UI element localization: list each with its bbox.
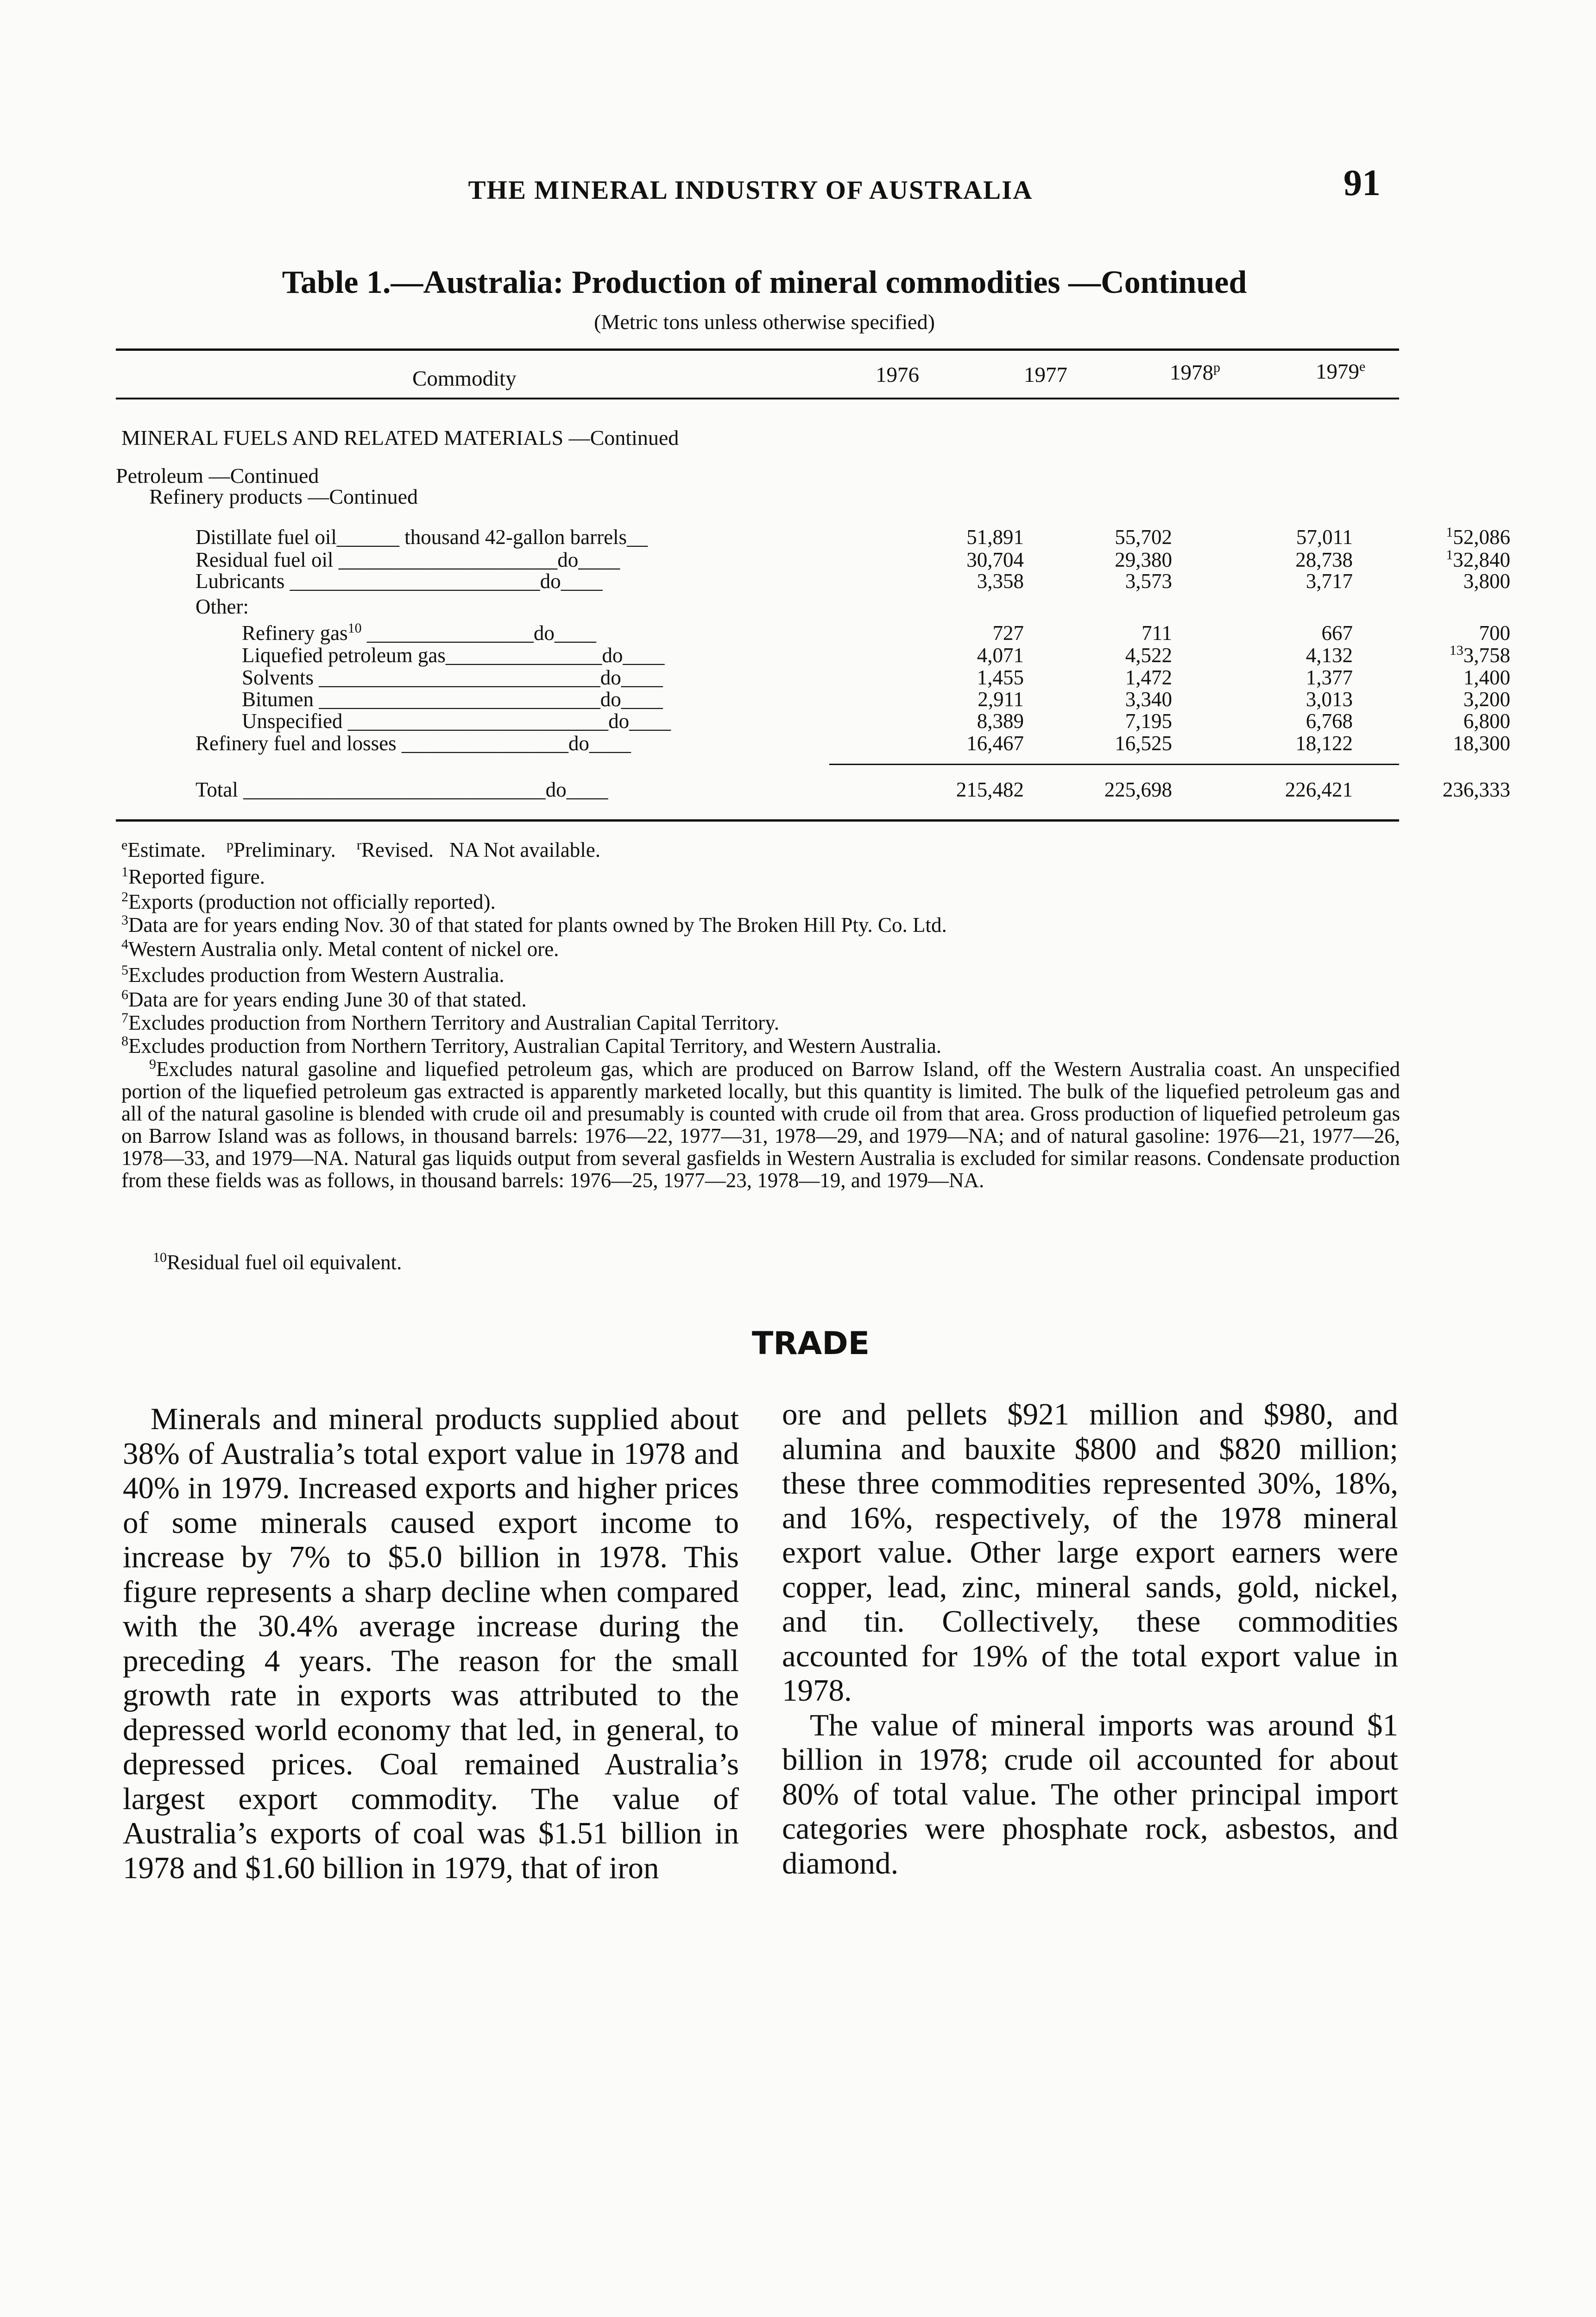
cell-1978: 667: [1321, 621, 1353, 645]
cell-1978: 1,377: [1306, 666, 1353, 689]
table-row: [116, 687, 1510, 711]
cell-1976: 4,071: [977, 644, 1024, 667]
cell-1979: 236,333: [1442, 778, 1510, 801]
row-label: Total _____________________________do____: [196, 778, 608, 801]
table-row: [116, 569, 1510, 593]
cell-1978: 6,768: [1306, 709, 1353, 733]
row-label: Unspecified _________________________do____: [242, 709, 671, 733]
footnote: $^5$Excludes production from Western Australia.: [121, 962, 505, 987]
table-row: [116, 620, 1510, 645]
table-row-total: [116, 778, 1510, 802]
subsection-heading: Petroleum —Continued: [116, 464, 319, 487]
table-row: [116, 731, 1510, 755]
row-label: Refinery gas$^{10}$ ________________do____: [242, 620, 596, 645]
cell-1979: $^1$52,086: [1446, 525, 1510, 549]
cell-1979: $^1$32,840: [1446, 547, 1510, 571]
cell-1979: 3,200: [1463, 688, 1510, 711]
cell-1976: 3,358: [977, 570, 1024, 593]
cell-1978: 18,122: [1295, 732, 1353, 755]
cell-1977: 7,195: [1125, 709, 1172, 733]
footnote: $^4$Western Australia only. Metal content of nickel ore.: [121, 937, 559, 961]
page-number: 91: [1344, 163, 1381, 203]
row-label: Distillate fuel oil______ thousand 42-gallon barrels__: [196, 525, 648, 549]
body-column-left: [123, 1402, 739, 1885]
row-label: Refinery fuel and losses ________________do____: [196, 732, 631, 755]
total-rule: [829, 764, 1399, 765]
table-row: [116, 643, 1510, 667]
cell-1977: 4,522: [1125, 644, 1172, 667]
cell-1976: 1,455: [977, 666, 1024, 689]
subsubsection-heading: Refinery products —Continued: [149, 485, 418, 508]
cell-1979: 18,300: [1453, 732, 1510, 755]
running-title: THE MINERAL INDUSTRY OF AUSTRALIA: [468, 176, 1033, 205]
table-row: [116, 665, 1510, 690]
row-label: Liquefied petroleum gas_______________do____: [242, 644, 665, 667]
cell-1978: 4,132: [1306, 644, 1353, 667]
table-row: [116, 547, 1510, 572]
cell-1978: 3,013: [1306, 688, 1353, 711]
cell-1978: 57,011: [1296, 525, 1353, 549]
cell-1978: 226,421: [1285, 778, 1353, 801]
cell-1977: 711: [1142, 621, 1172, 645]
row-label: Lubricants ________________________do____: [196, 570, 603, 593]
table-title: Table 1.—Australia: Production of mineral commodities —Continued: [282, 265, 1247, 300]
body-column-right: [782, 1397, 1398, 1880]
row-label: Residual fuel oil _____________________do____: [196, 548, 620, 571]
cell-1977: 16,525: [1115, 732, 1172, 755]
footnote: $^7$Excludes production from Northern Territory and Australian Capital Territory.: [121, 1010, 779, 1034]
table-row: [116, 525, 1510, 549]
cell-1977: 29,380: [1115, 548, 1172, 571]
cell-1976: 30,704: [966, 548, 1024, 571]
table-bottom-rule: [116, 819, 1399, 822]
column-header-1978: 1978$^p$: [1170, 360, 1220, 385]
footnote: $^{10}$Residual fuel oil equivalent.: [153, 1250, 402, 1274]
cell-1977: 1,472: [1125, 666, 1172, 689]
footnote: $^8$Excludes production from Northern Territory, Australian Capital Territory, and Western Australia.: [121, 1033, 942, 1057]
cell-1976: 16,467: [966, 732, 1024, 755]
column-header-1979: 1979e: [1316, 359, 1366, 384]
cell-1976: 8,389: [977, 709, 1024, 733]
paragraph: The value of mineral imports was around $1 billion in 1978; crude oil accounted for about 80% of total value. The other principal import categories were phosphate rock, asbestos, and diamond.: [782, 1708, 1398, 1880]
column-header-commodity: Commodity: [412, 367, 517, 391]
cell-1977: 225,698: [1104, 778, 1172, 801]
column-header-1976: 1976: [876, 363, 919, 387]
section-heading-trade: TRADE: [751, 1325, 870, 1362]
row-label: Other:: [196, 595, 249, 618]
cell-1979: 700: [1479, 621, 1510, 645]
table-row: [116, 709, 1510, 733]
table-top-rule: [116, 348, 1399, 351]
cell-1977: 3,340: [1125, 688, 1172, 711]
footnote: $^3$Data are for years ending Nov. 30 of that stated for plants owned by The Broken Hill Pty. Co. Ltd.: [121, 912, 947, 937]
paragraph: ore and pellets $921 million and $980, and alumina and bauxite $800 and $820 million; these three commodities represented 30%, 18%, and 16%, respectively, of the 1978 mineral export value. Other large export earners were copper, lead, zinc, mineral sands, gold, nickel, and tin. Collectively, these commodities accounted for 19% of the total export value in 1978.: [782, 1397, 1398, 1708]
cell-1979: 6,800: [1463, 709, 1510, 733]
cell-1976: 2,911: [978, 688, 1024, 711]
footnote-legend: $^e$Estimate. $^p$Preliminary. $^r$Revised. NA Not available.: [121, 837, 600, 861]
table-subtitle: (Metric tons unless otherwise specified): [594, 310, 935, 334]
cell-1979: $^{13}$3,758: [1449, 643, 1510, 667]
cell-1979: 3,800: [1463, 570, 1510, 593]
footnote: $^6$Data are for years ending June 30 of that stated.: [121, 987, 527, 1011]
table-row: [116, 595, 1394, 619]
column-header-1977: 1977: [1024, 363, 1067, 387]
table-header-rule: [116, 398, 1399, 399]
cell-1979: 1,400: [1463, 666, 1510, 689]
cell-1977: 55,702: [1115, 525, 1172, 549]
row-label: Solvents ___________________________do____: [242, 666, 663, 689]
cell-1978: 28,738: [1295, 548, 1353, 571]
footnote: $^2$Exports (production not officially reported).: [121, 889, 496, 913]
footnote-long: $^9$Excludes natural gasoline and liquefied petroleum gas, which are produced on Barrow Island, off the Western Australia coast. An unspecified portion of the liquefied petroleum gas extracted is apparently marketed locally, but this quantity is limited. The bulk of the liquefied petroleum gas and all of the natural gasoline is blended with crude oil and presumably is counted with crude oil from that area. Gross production of liquefied petroleum gas on Barrow Island was as follows, in thousand barrels: 1976—22, 1977—31, 1978—29, and 1979—NA; and of natural gasoline: 1976—21, 1977—26, 1978—33, and 1979—NA. Natural gas liquids output from several gasfields in Western Australia is excluded for similar reasons. Condensate production from these fields was as follows, in thousand barrels: 1976—25, 1977—23, 1978—19, and 1979—NA.: [121, 1057, 1400, 1192]
footnote: $^1$Reported figure.: [121, 864, 265, 888]
paragraph: Minerals and mineral products supplied about 38% of Australia’s total export value in 1978 and 40% in 1979. Increased exports and higher prices of some minerals caused export income to increase by 7% to $5.0 billion in 1978. This figure represents a sharp decline when compared with the 30.4% average increase during the preceding 4 years. The reason for the small growth rate in exports was attributed to the depressed world economy that led, in general, to depressed prices. Coal remained Australia’s largest export commodity. The value of Australia’s exports of coal was $1.51 billion in 1978 and $1.60 billion in 1979, that of iron: [123, 1402, 739, 1885]
cell-1977: 3,573: [1125, 570, 1172, 593]
cell-1976: 727: [992, 621, 1024, 645]
row-label: Bitumen ___________________________do____: [242, 688, 663, 711]
cell-1978: 3,717: [1306, 570, 1353, 593]
cell-1976: 51,891: [966, 525, 1024, 549]
cell-1976: 215,482: [956, 778, 1024, 801]
section-heading: MINERAL FUELS AND RELATED MATERIALS —Continued: [121, 426, 679, 449]
